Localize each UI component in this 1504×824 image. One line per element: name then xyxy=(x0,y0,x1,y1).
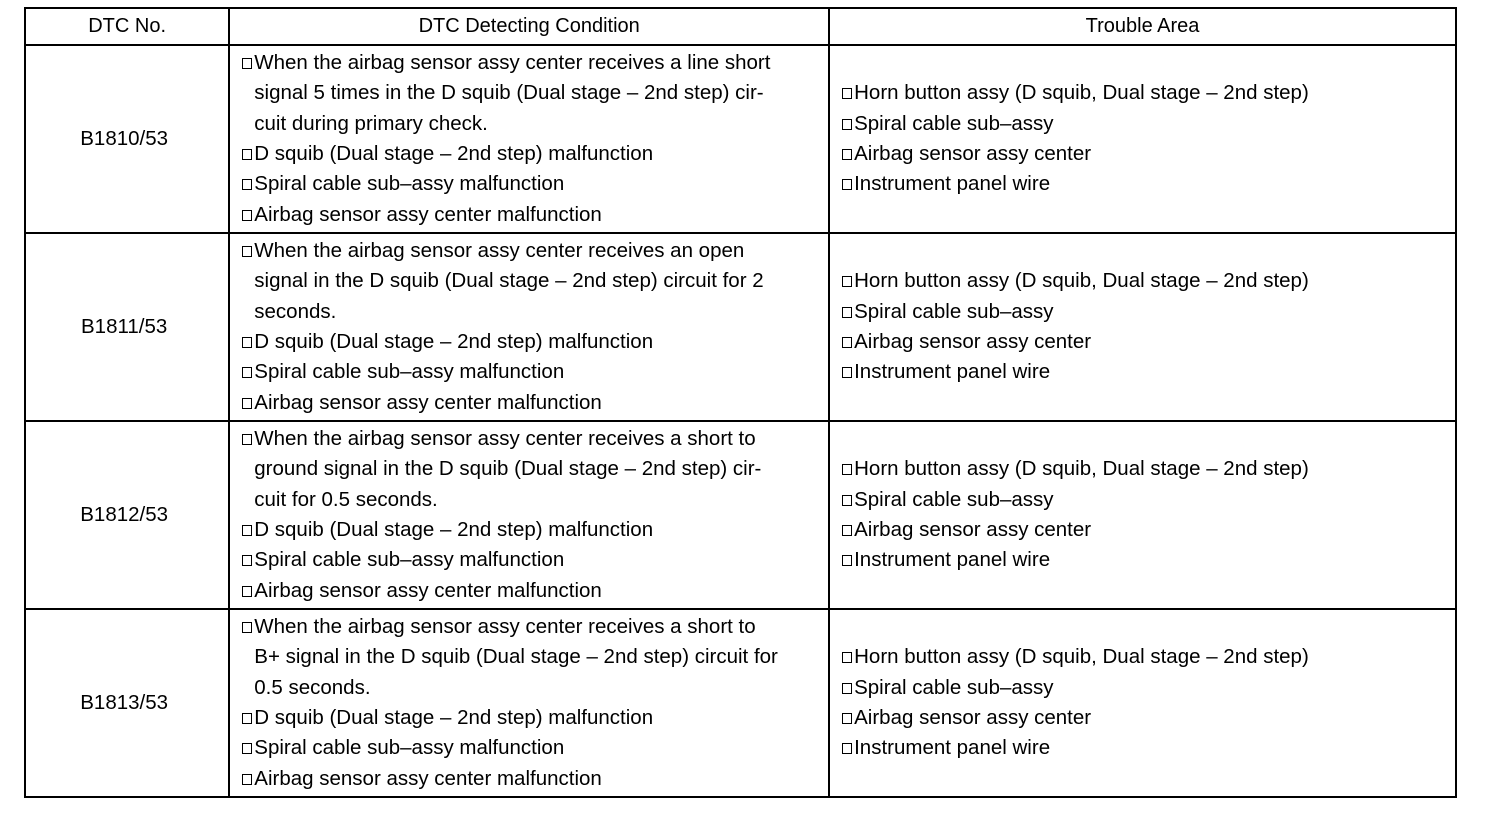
trouble-area-text: Instrument panel wire xyxy=(854,736,1051,760)
checkbox-bullet-icon xyxy=(842,367,852,378)
trouble-area-text: Instrument panel wire xyxy=(854,360,1051,384)
trouble-area-text: Spiral cable sub–assy xyxy=(854,111,1054,135)
trouble-area-text: Horn button assy (D squib, Dual stage – 2nd step) xyxy=(854,81,1309,105)
checkbox-bullet-icon xyxy=(242,622,252,633)
checkbox-bullet-icon xyxy=(842,555,852,566)
trouble-area-cell xyxy=(829,421,1456,609)
condition-item xyxy=(242,48,818,139)
trouble-area-item xyxy=(842,485,1445,515)
table-row xyxy=(25,233,1456,421)
condition-text: Airbag sensor assy center malfunction xyxy=(254,578,602,602)
checkbox-bullet-icon xyxy=(842,149,852,160)
trouble-area-text: Airbag sensor assy center xyxy=(854,518,1092,541)
condition-line: When the airbag sensor assy center receives a short to xyxy=(254,427,756,451)
table-row xyxy=(25,609,1456,797)
condition-item xyxy=(242,545,818,575)
condition-text: Spiral cable sub–assy malfunction xyxy=(254,360,565,384)
table-row xyxy=(25,45,1456,233)
trouble-area-item xyxy=(842,266,1445,296)
condition-line: When the airbag sensor assy center receives a short to xyxy=(254,615,756,639)
condition-text: Spiral cable sub–assy malfunction xyxy=(254,172,565,196)
checkbox-bullet-icon xyxy=(242,774,252,785)
dtc-number: B1810/53 xyxy=(25,45,229,233)
trouble-area-list xyxy=(830,266,1455,387)
trouble-area-text: Instrument panel wire xyxy=(854,172,1051,196)
checkbox-bullet-icon xyxy=(242,149,252,160)
condition-line: When the airbag sensor assy center receives a line short xyxy=(254,51,771,75)
condition-item xyxy=(242,327,818,357)
dtc-number: B1811/53 xyxy=(25,233,229,421)
condition-line: cuit for 0.5 seconds. xyxy=(254,487,438,511)
checkbox-bullet-icon xyxy=(242,58,252,69)
checkbox-bullet-icon xyxy=(242,179,252,190)
condition-line: signal 5 times in the D squib (Dual stage – 2nd step) cir- xyxy=(254,81,764,105)
condition-text: Airbag sensor assy center malfunction xyxy=(254,766,602,790)
checkbox-bullet-icon xyxy=(842,337,852,348)
trouble-area-cell xyxy=(829,45,1456,233)
trouble-area-text: Spiral cable sub–assy xyxy=(854,299,1054,323)
trouble-area-text: Instrument panel wire xyxy=(854,548,1051,572)
condition-item xyxy=(242,236,818,327)
trouble-area-item xyxy=(842,78,1445,108)
checkbox-bullet-icon xyxy=(842,525,852,536)
trouble-area-item xyxy=(842,703,1445,733)
checkbox-bullet-icon xyxy=(242,434,252,445)
detecting-condition-cell xyxy=(229,233,829,421)
condition-text: Airbag sensor assy center malfunction xyxy=(254,390,602,414)
condition-item xyxy=(242,357,818,387)
trouble-area-item xyxy=(842,733,1445,763)
checkbox-bullet-icon xyxy=(242,210,252,221)
condition-item xyxy=(242,703,818,733)
trouble-area-text: Horn button assy (D squib, Dual stage – 2nd step) xyxy=(854,269,1309,293)
checkbox-bullet-icon xyxy=(842,88,852,99)
condition-line: ground signal in the D squib (Dual stage – 2nd step) cir- xyxy=(254,457,762,481)
checkbox-bullet-icon xyxy=(242,743,252,754)
detecting-condition-cell xyxy=(229,421,829,609)
checkbox-bullet-icon xyxy=(842,179,852,190)
checkbox-bullet-icon xyxy=(242,398,252,409)
checkbox-bullet-icon xyxy=(842,276,852,287)
condition-text: D squib (Dual stage – 2nd step) malfunction xyxy=(254,330,654,353)
checkbox-bullet-icon xyxy=(842,495,852,506)
trouble-area-item xyxy=(842,327,1445,357)
checkbox-bullet-icon xyxy=(242,525,252,536)
checkbox-bullet-icon xyxy=(242,586,252,597)
trouble-area-list xyxy=(830,454,1455,575)
condition-item xyxy=(242,612,818,703)
condition-line: cuit during primary check. xyxy=(254,111,488,135)
detecting-condition-cell xyxy=(229,609,829,797)
table-header-row xyxy=(25,8,1456,45)
condition-item xyxy=(242,424,818,515)
trouble-area-item xyxy=(842,139,1445,169)
trouble-area-text: Spiral cable sub–assy xyxy=(854,675,1054,699)
trouble-area-cell xyxy=(829,609,1456,797)
condition-list xyxy=(230,422,828,608)
condition-line: signal in the D squib (Dual stage – 2nd step) circuit for 2 xyxy=(254,269,764,293)
condition-item xyxy=(242,764,818,794)
checkbox-bullet-icon xyxy=(842,307,852,318)
trouble-area-text: Airbag sensor assy center xyxy=(854,706,1092,729)
condition-list xyxy=(230,46,828,232)
trouble-area-item xyxy=(842,545,1445,575)
condition-text: Spiral cable sub–assy malfunction xyxy=(254,548,565,572)
trouble-area-item xyxy=(842,642,1445,672)
condition-text: D squib (Dual stage – 2nd step) malfunction xyxy=(254,142,654,165)
checkbox-bullet-icon xyxy=(842,119,852,130)
condition-list xyxy=(230,234,828,420)
trouble-area-item xyxy=(842,515,1445,545)
checkbox-bullet-icon xyxy=(242,555,252,566)
trouble-area-item xyxy=(842,109,1445,139)
header-detecting-condition: DTC Detecting Condition xyxy=(229,8,829,45)
trouble-area-text: Spiral cable sub–assy xyxy=(854,487,1054,511)
condition-line: When the airbag sensor assy center receives an open xyxy=(254,239,745,263)
trouble-area-item xyxy=(842,673,1445,703)
condition-text: D squib (Dual stage – 2nd step) malfunction xyxy=(254,706,654,729)
header-trouble-area: Trouble Area xyxy=(829,8,1456,45)
condition-item xyxy=(242,169,818,199)
header-dtc-no: DTC No. xyxy=(25,8,229,45)
condition-item xyxy=(242,733,818,763)
trouble-area-item xyxy=(842,357,1445,387)
condition-text: Spiral cable sub–assy malfunction xyxy=(254,736,565,760)
dtc-number: B1813/53 xyxy=(25,609,229,797)
trouble-area-item xyxy=(842,297,1445,327)
condition-line: 0.5 seconds. xyxy=(254,675,371,699)
condition-line: B+ signal in the D squib (Dual stage – 2nd step) circuit for xyxy=(254,645,778,669)
checkbox-bullet-icon xyxy=(242,713,252,724)
checkbox-bullet-icon xyxy=(842,464,852,475)
condition-line: seconds. xyxy=(254,299,337,323)
condition-text: D squib (Dual stage – 2nd step) malfunction xyxy=(254,518,654,541)
checkbox-bullet-icon xyxy=(242,246,252,257)
checkbox-bullet-icon xyxy=(842,743,852,754)
trouble-area-text: Horn button assy (D squib, Dual stage – 2nd step) xyxy=(854,645,1309,669)
detecting-condition-cell xyxy=(229,45,829,233)
checkbox-bullet-icon xyxy=(242,337,252,348)
condition-item xyxy=(242,139,818,169)
trouble-area-text: Airbag sensor assy center xyxy=(854,142,1092,165)
dtc-number: B1812/53 xyxy=(25,421,229,609)
trouble-area-list xyxy=(830,642,1455,763)
trouble-area-cell xyxy=(829,233,1456,421)
checkbox-bullet-icon xyxy=(842,652,852,663)
condition-list xyxy=(230,610,828,796)
checkbox-bullet-icon xyxy=(842,713,852,724)
condition-item xyxy=(242,576,818,606)
dtc-table xyxy=(24,7,1457,798)
trouble-area-text: Airbag sensor assy center xyxy=(854,330,1092,353)
condition-item xyxy=(242,388,818,418)
table-body xyxy=(25,45,1456,797)
table-row xyxy=(25,421,1456,609)
checkbox-bullet-icon xyxy=(842,683,852,694)
condition-text: Airbag sensor assy center malfunction xyxy=(254,202,602,226)
condition-item xyxy=(242,200,818,230)
trouble-area-item xyxy=(842,169,1445,199)
checkbox-bullet-icon xyxy=(242,367,252,378)
condition-item xyxy=(242,515,818,545)
trouble-area-list xyxy=(830,78,1455,199)
trouble-area-item xyxy=(842,454,1445,484)
trouble-area-text: Horn button assy (D squib, Dual stage – 2nd step) xyxy=(854,457,1309,481)
